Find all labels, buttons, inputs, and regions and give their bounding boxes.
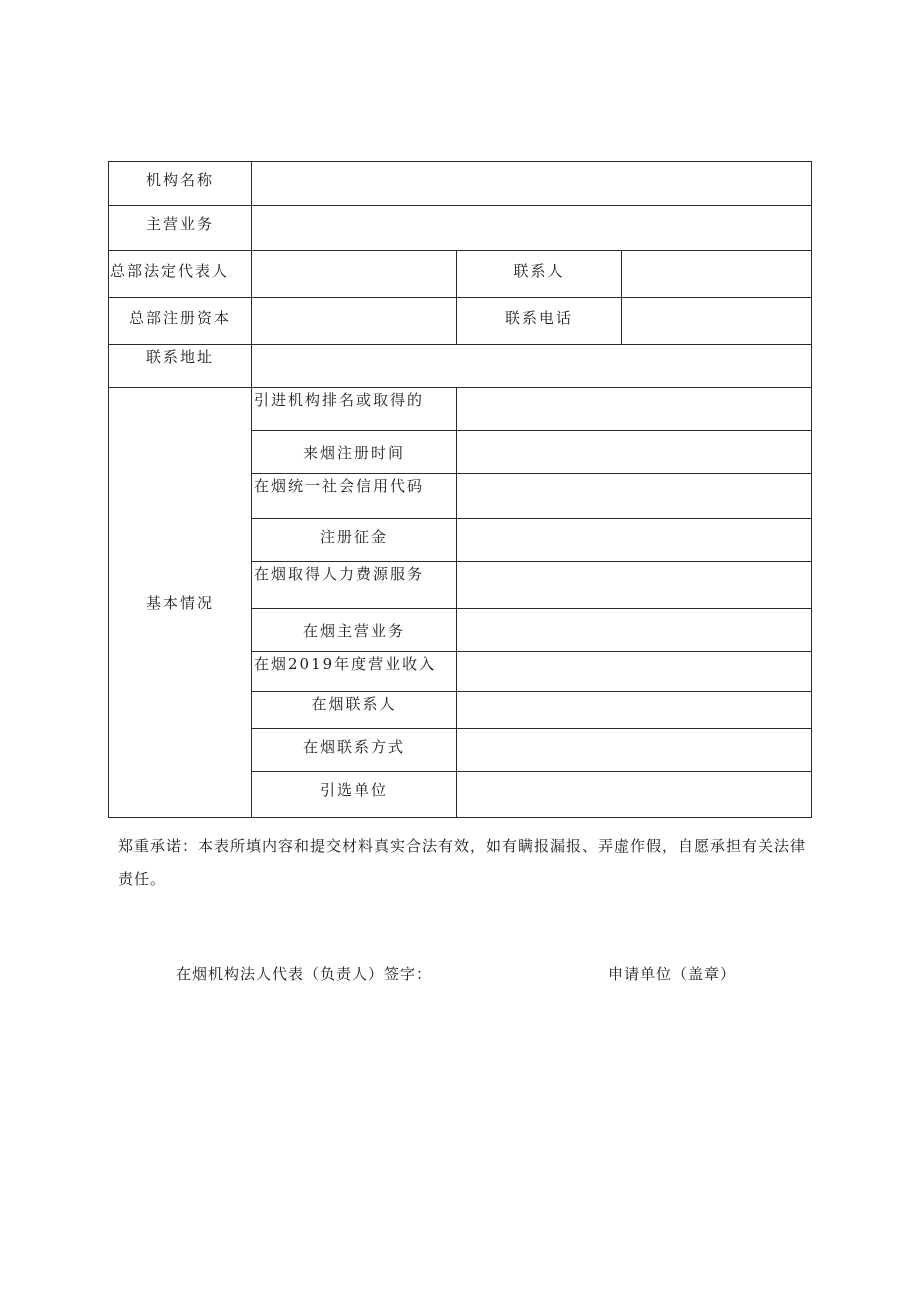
basic-row-label: 引进机构排名或取得的 <box>252 388 457 431</box>
row-org-name <box>109 162 812 206</box>
basic-row-label: 在烟统一社会信用代码 <box>252 474 457 519</box>
application-form-table <box>108 161 812 818</box>
hq-capital-field[interactable] <box>252 298 457 345</box>
contact-person-field[interactable] <box>622 251 812 298</box>
contact-phone-field[interactable] <box>622 298 812 345</box>
basic-row-label: 在烟主营业务 <box>252 609 457 652</box>
basic-row-label: 来烟注册时间 <box>252 431 457 474</box>
basic-info-label: 基本情况 <box>109 388 252 818</box>
basic-row-field[interactable] <box>457 609 812 652</box>
contact-address-label: 联系地址 <box>109 345 252 388</box>
basic-row-label-text: 在烟2019年度营业收入 <box>254 655 437 673</box>
basic-row-label: 在烟取得人力费源服务 <box>252 562 457 609</box>
basic-row-field[interactable] <box>457 652 812 692</box>
row-main-business <box>109 206 812 251</box>
applicant-seal-label: 申请单位（盖章） <box>608 965 737 983</box>
contact-address-field[interactable] <box>252 345 812 388</box>
row-capital <box>109 298 812 345</box>
main-business-field[interactable] <box>252 206 812 251</box>
legal-rep-signature-label: 在烟机构法人代表（负责人）签字： <box>176 965 433 983</box>
hq-capital-label: 总部注册资本 <box>109 298 252 345</box>
hq-legal-rep-label: 总部法定代表人 <box>109 251 252 298</box>
basic-row-label: 引选单位 <box>252 772 457 818</box>
row-address <box>109 345 812 388</box>
pledge-statement: 郑重承诺：本表所填内容和提交材料真实合法有效，如有瞒报漏报、弄虚作假，自愿承担有关法律责任。 <box>118 837 807 888</box>
basic-row-field[interactable] <box>457 474 812 519</box>
main-business-label: 主营业务 <box>109 206 252 251</box>
basic-row-field[interactable] <box>457 519 812 562</box>
row-legal-rep <box>109 251 812 298</box>
contact-phone-label: 联系电话 <box>457 298 622 345</box>
basic-row-field[interactable] <box>457 692 812 729</box>
basic-row-label: 在烟联系人 <box>252 692 457 729</box>
basic-row-field[interactable] <box>457 772 812 818</box>
hq-legal-rep-field[interactable] <box>252 251 457 298</box>
basic-row-label <box>252 652 457 692</box>
basic-row-label: 在烟联系方式 <box>252 729 457 772</box>
basic-row-field[interactable] <box>457 388 812 431</box>
org-name-field[interactable] <box>252 162 812 206</box>
basic-row <box>109 388 812 431</box>
basic-row-field[interactable] <box>457 431 812 474</box>
contact-person-label: 联系人 <box>457 251 622 298</box>
basic-row-field[interactable] <box>457 562 812 609</box>
basic-row-field[interactable] <box>457 729 812 772</box>
basic-row-label: 注册征金 <box>252 519 457 562</box>
org-name-label: 机构名称 <box>109 162 252 206</box>
